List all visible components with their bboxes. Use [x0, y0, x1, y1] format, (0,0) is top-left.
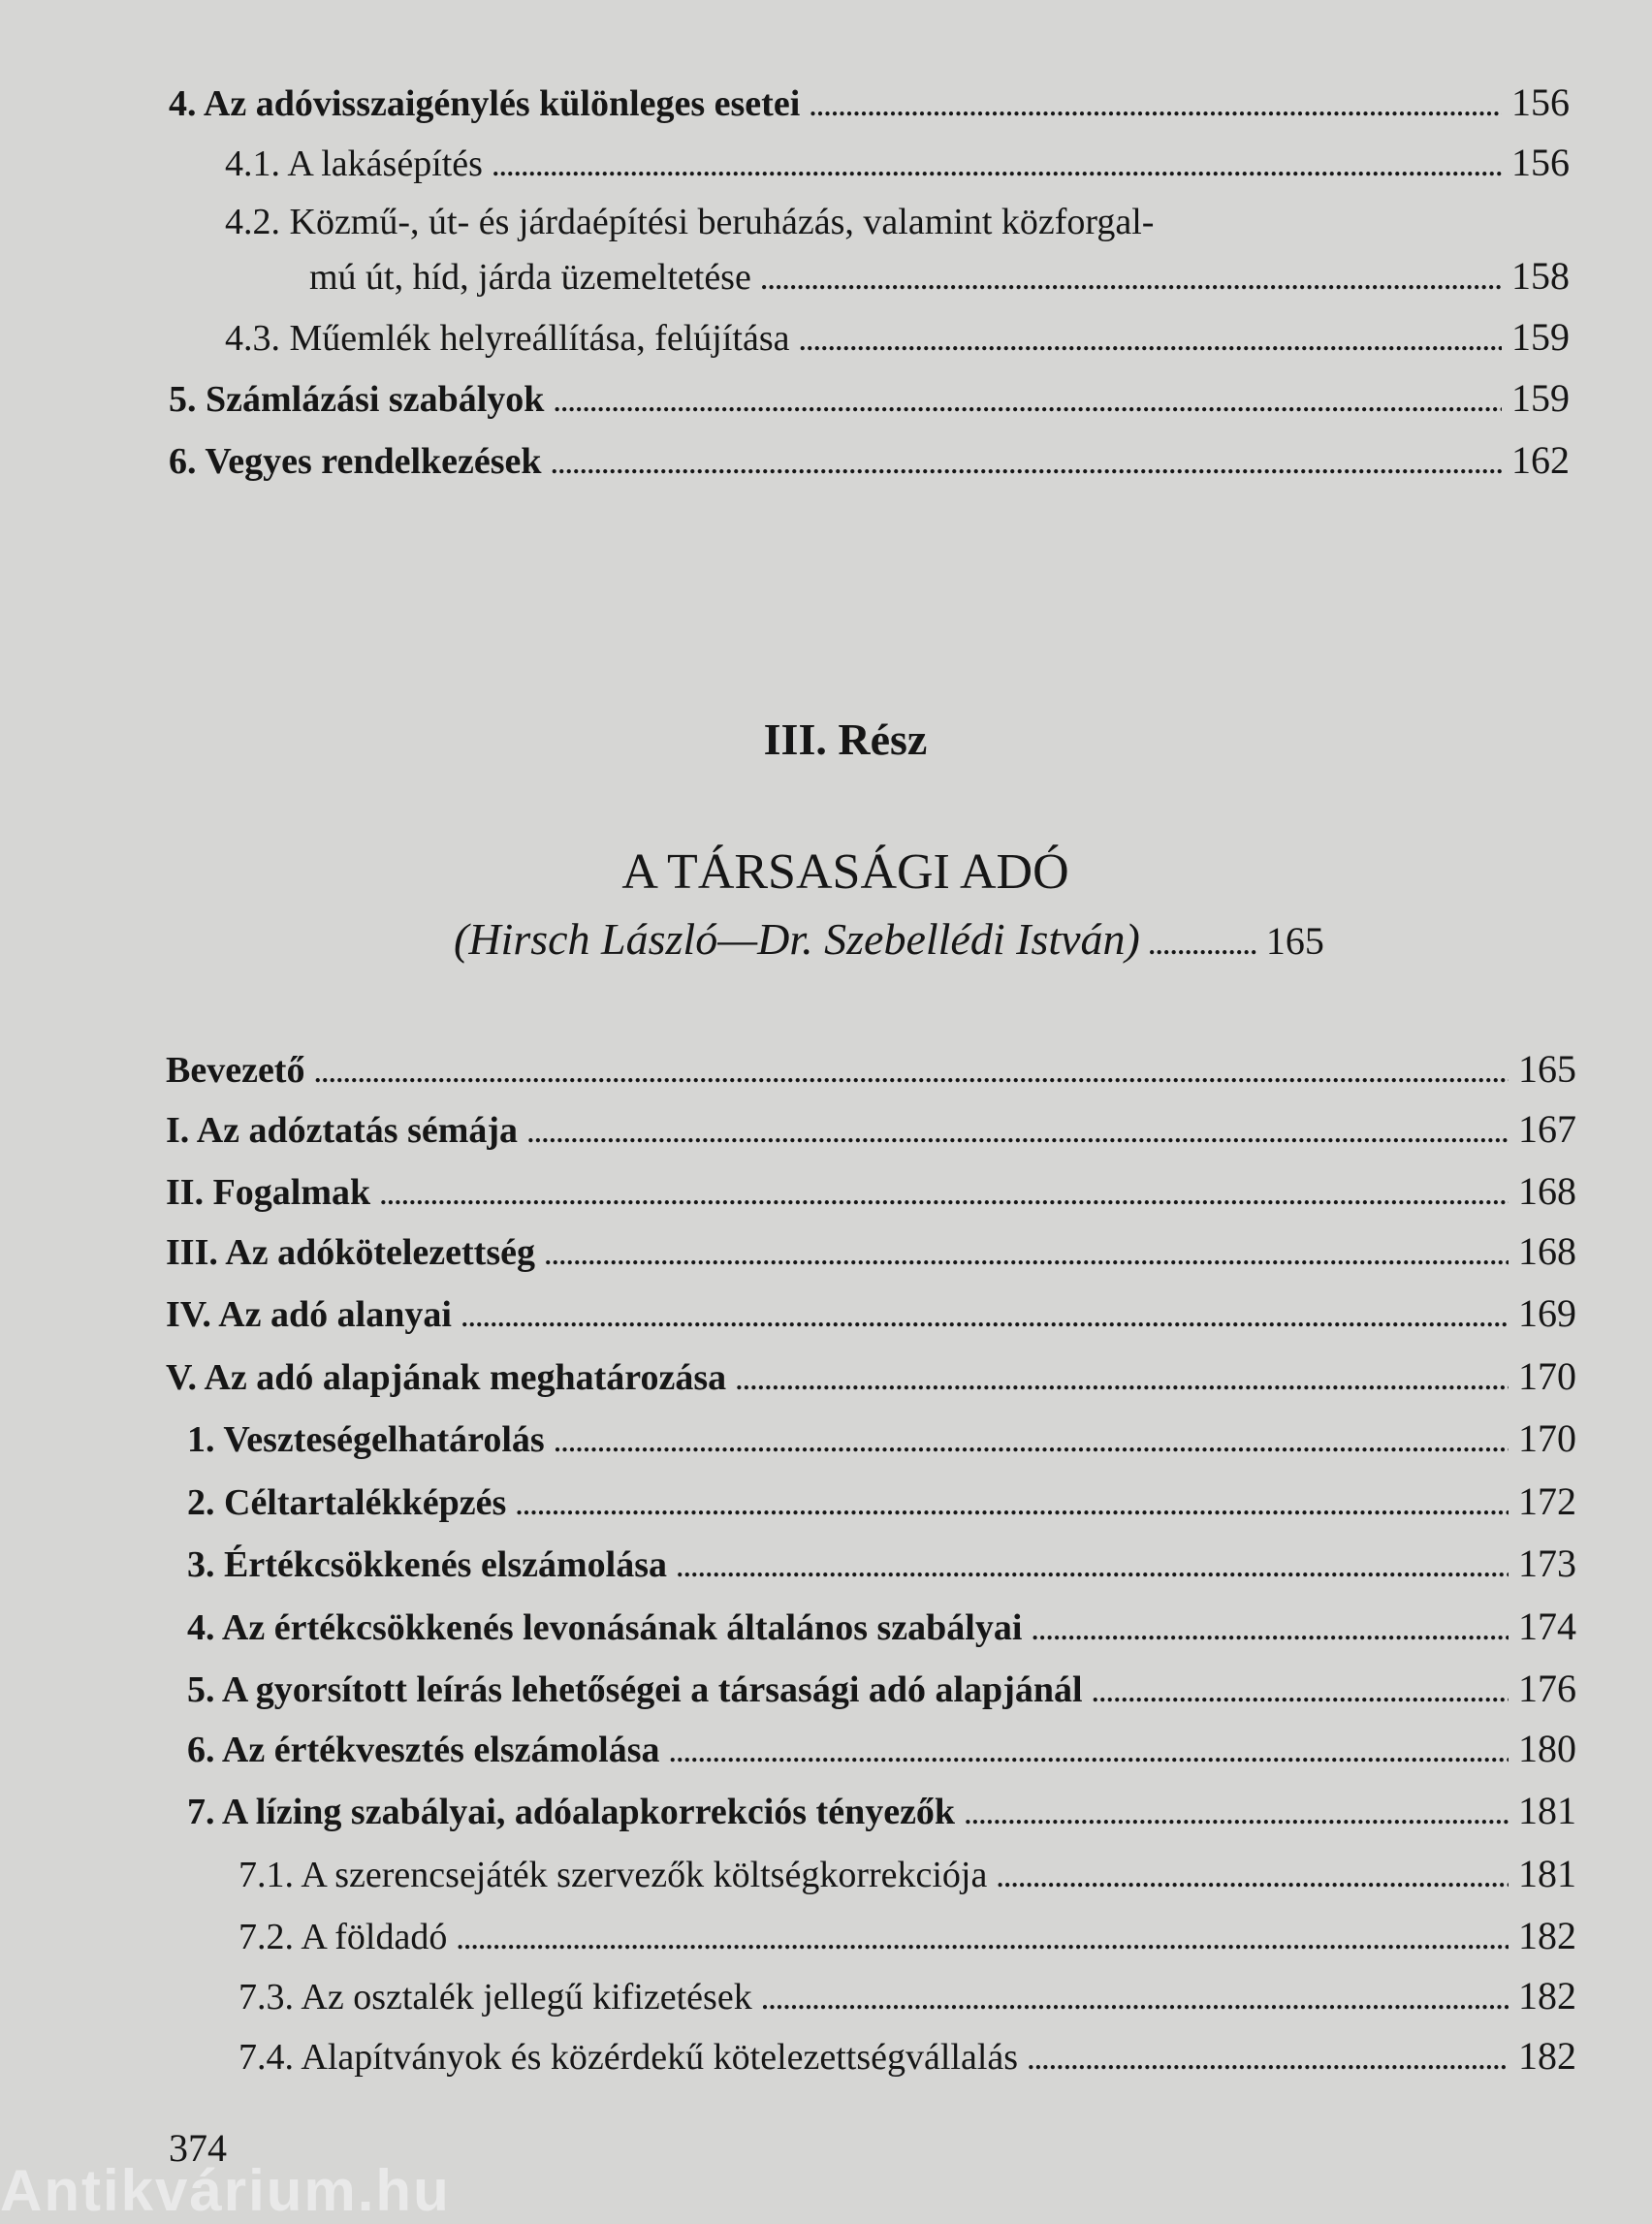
- dot-leader: [457, 1918, 1509, 1964]
- dot-leader: [545, 1233, 1509, 1280]
- toc-entry-title: 4.1. A lakásépítés: [225, 143, 483, 184]
- toc-entry-page: 180: [1518, 1727, 1576, 1770]
- toc-entry-page: 158: [1511, 254, 1570, 298]
- page-number: 374: [169, 2126, 227, 2170]
- toc-entry-title: 7.2. A földadó: [238, 1917, 448, 1957]
- toc-entry-title: 6. Vegyes rendelkezések: [169, 441, 542, 482]
- toc-entry: [187, 1604, 1576, 1655]
- toc-entry-page: 168: [1518, 1169, 1576, 1213]
- dot-leader: [492, 144, 1502, 191]
- dot-leader: [555, 1420, 1509, 1467]
- dot-leader: [1032, 1608, 1509, 1655]
- toc-entry-title: 1. Veszteségelhatárolás: [187, 1419, 545, 1460]
- dot-leader: [677, 1545, 1509, 1592]
- toc-entry-page: 182: [1518, 2034, 1576, 2078]
- dot-leader: [997, 1856, 1509, 1902]
- toc-entry-page: 173: [1518, 1541, 1576, 1585]
- dot-leader: [670, 1731, 1509, 1777]
- toc-entry-title: 5. A gyorsított leírás lehetőségei a társasági adó alapjánál: [187, 1669, 1083, 1710]
- toc-entry: [166, 1046, 1576, 1097]
- dot-leader: [1093, 1670, 1509, 1717]
- toc-entry-title: V. Az adó alapjának meghatározása: [166, 1357, 727, 1398]
- dot-leader: [799, 319, 1502, 365]
- toc-entry-page: 169: [1518, 1291, 1576, 1335]
- toc-entry: [309, 253, 1570, 304]
- toc-entry: [238, 1913, 1576, 1964]
- toc-entry: [238, 2033, 1576, 2084]
- toc-entry-page: 170: [1518, 1416, 1576, 1460]
- toc-entry-title: III. Az adókötelezettség: [166, 1232, 535, 1273]
- toc-entry-title: II. Fogalmak: [166, 1172, 371, 1213]
- dot-leader: [736, 1358, 1509, 1405]
- toc-entry: [225, 140, 1570, 191]
- toc-entry: [187, 1415, 1576, 1467]
- toc-entry-page: 172: [1518, 1479, 1576, 1523]
- part-authors: [454, 916, 1576, 969]
- toc-entry: [187, 1478, 1576, 1530]
- toc-entry: [187, 1788, 1576, 1839]
- toc-entry-page: 182: [1518, 1974, 1576, 2017]
- dot-leader: [554, 380, 1502, 427]
- toc-entry-title: 4.3. Műemlék helyreállítása, felújítása: [225, 318, 790, 359]
- toc-entry-page: 170: [1518, 1354, 1576, 1398]
- toc-entry-title: IV. Az adó alanyai: [166, 1294, 452, 1335]
- toc-entry: [166, 1106, 1576, 1158]
- dot-leader: [810, 84, 1502, 131]
- toc-entry-title: 7.1. A szerencsejáték szervezők költségkorrekciója: [238, 1855, 988, 1895]
- toc-entry: [169, 375, 1570, 427]
- toc-entry-title: 5. Számlázási szabályok: [169, 379, 545, 420]
- toc-entry: [225, 314, 1570, 365]
- toc-entry: [187, 1726, 1576, 1777]
- toc-entry: [166, 1290, 1576, 1342]
- authors-page: 165: [1265, 919, 1324, 963]
- toc-entry-page: 174: [1518, 1604, 1576, 1648]
- dot-leader: [965, 1793, 1509, 1839]
- dot-leader: [527, 1111, 1509, 1158]
- toc-entry-title: 3. Értékcsökkenés elszámolása: [187, 1544, 668, 1585]
- toc-entry-page: 167: [1518, 1107, 1576, 1151]
- toc-entry-title: 7. A lízing szabályai, adóalapkorrekciós tényezők: [187, 1792, 956, 1832]
- dot-leader: [461, 1295, 1509, 1342]
- part-title: A TÁRSASÁGI ADÓ: [621, 844, 1069, 900]
- toc-entry-page: 176: [1518, 1667, 1576, 1710]
- dot-leader: [761, 258, 1502, 304]
- toc-entry: [166, 1168, 1576, 1220]
- toc-entry: [166, 1353, 1576, 1405]
- toc-entry-title: 7.3. Az osztalék jellegű kifizetések: [238, 1977, 752, 2017]
- toc-entry-page: 156: [1511, 80, 1570, 124]
- toc-entry-page: 162: [1511, 438, 1570, 482]
- toc-entry-page: 159: [1511, 376, 1570, 420]
- toc-entry-title: 4. Az adóvisszaigénylés különleges esetei: [169, 83, 801, 124]
- toc-entry-page: 165: [1518, 1047, 1576, 1091]
- toc-entry: [238, 1973, 1576, 2024]
- toc-entry: [169, 437, 1570, 489]
- toc-entry-title-continuation: mú út, híd, járda üzemeltetése: [309, 257, 751, 298]
- dot-leader: [552, 442, 1502, 489]
- toc-entry-title: 4.2. Közmű-, út- és járdaépítési beruházás, valamint közforgal-: [225, 202, 1155, 242]
- dot-leader: [516, 1483, 1509, 1530]
- toc-entry-title: Bevezető: [166, 1050, 305, 1091]
- part-label: III. Rész: [763, 715, 928, 764]
- toc-entry-title: 4. Az értékcsökkenés levonásának általános szabályai: [187, 1607, 1023, 1648]
- toc-entry: [166, 1228, 1576, 1280]
- toc-entry-title: 2. Céltartalékképzés: [187, 1482, 507, 1523]
- dot-leader: [314, 1051, 1509, 1097]
- toc-entry-page: 181: [1518, 1852, 1576, 1895]
- toc-entry-page: 159: [1511, 315, 1570, 359]
- toc-entry: [187, 1541, 1576, 1592]
- authors-text: (Hirsch László—Dr. Szebellédi István): [454, 914, 1140, 964]
- toc-entry: [238, 1851, 1576, 1902]
- dot-leader: [762, 1978, 1509, 2024]
- toc-entry-title: 7.4. Alapítványok és közérdekű kötelezettségvállalás: [238, 2037, 1019, 2078]
- toc-entry-page: 156: [1511, 141, 1570, 184]
- dot-leader: [380, 1173, 1509, 1220]
- dot-leader: [1028, 2038, 1509, 2084]
- toc-entry: [187, 1666, 1576, 1717]
- watermark: Antikvárium.hu: [0, 2158, 451, 2223]
- toc-entry-page: 182: [1518, 1914, 1576, 1957]
- toc-entry: [169, 79, 1570, 131]
- toc-entry-page: 181: [1518, 1789, 1576, 1832]
- toc-entry-page: 168: [1518, 1229, 1576, 1273]
- toc-entry-title: 6. Az értékvesztés elszámolása: [187, 1730, 660, 1770]
- dot-leader: [1150, 923, 1256, 969]
- toc-entry-title: I. Az adóztatás sémája: [166, 1110, 519, 1151]
